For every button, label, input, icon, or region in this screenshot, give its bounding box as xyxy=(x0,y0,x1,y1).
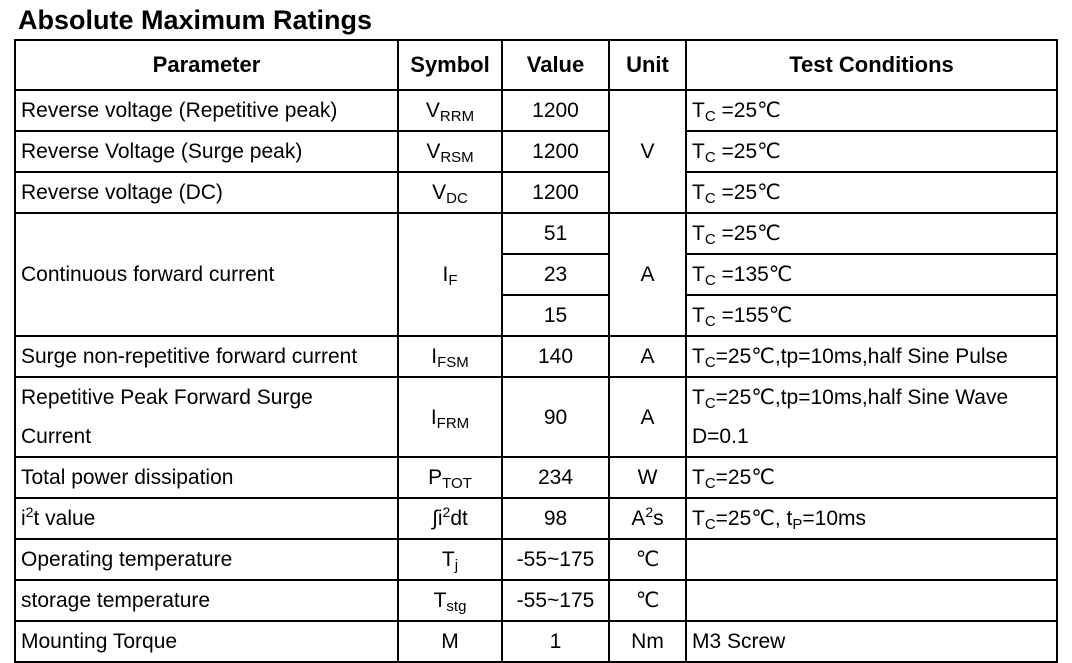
symbol-subscript: RRM xyxy=(439,108,475,125)
value-cell: 1200 xyxy=(502,172,609,213)
condition-cell xyxy=(686,580,1057,621)
condition-cell xyxy=(686,172,1057,213)
table-row xyxy=(15,580,1057,621)
cond-symbol: T xyxy=(692,507,705,530)
param-cell: Operating temperature xyxy=(15,539,398,580)
cond-text: =155℃ xyxy=(715,304,793,327)
cond-text: =25℃ xyxy=(715,140,781,163)
condition-cell xyxy=(686,377,1057,457)
cond-symbol: T xyxy=(692,466,705,489)
unit-pre: A xyxy=(631,507,646,530)
cond-subscript: C xyxy=(704,190,716,207)
table-row xyxy=(15,457,1057,498)
param-superscript: 2 xyxy=(25,504,34,520)
table-row xyxy=(15,90,1057,131)
page-title: Absolute Maximum Ratings xyxy=(18,5,373,35)
symbol-main: I xyxy=(431,345,438,368)
unit-cell: ℃ xyxy=(609,539,686,580)
table-row xyxy=(15,213,1057,254)
symbol-main: V xyxy=(425,99,440,122)
cond-subscript: C xyxy=(704,231,716,248)
param-pre: i xyxy=(21,507,26,530)
param-cell: Surge non-repetitive forward current xyxy=(15,336,398,377)
param-cell: storage temperature xyxy=(15,580,398,621)
cond-symbol: T xyxy=(692,386,705,409)
table-row xyxy=(15,377,1057,457)
symbol-pre: ∫i xyxy=(432,507,443,530)
value-cell: 140 xyxy=(502,336,609,377)
cond-text-end: =10ms xyxy=(802,507,867,530)
cond-text: =25℃ xyxy=(715,181,781,204)
value-cell: 1200 xyxy=(502,90,609,131)
cond-text: =25℃, t xyxy=(715,507,793,530)
table-row xyxy=(15,498,1057,539)
cond-subscript: C xyxy=(704,475,716,492)
condition-cell xyxy=(686,539,1057,580)
symbol-cell xyxy=(398,90,502,131)
value-cell: 234 xyxy=(502,457,609,498)
cond-subscript: C xyxy=(704,395,716,412)
symbol-subscript: stg xyxy=(446,598,467,615)
cond-subscript: C xyxy=(704,354,716,371)
header-unit: Unit xyxy=(609,40,686,90)
condition-cell xyxy=(686,90,1057,131)
param-cell xyxy=(15,498,398,539)
table-row xyxy=(15,539,1057,580)
symbol-cell xyxy=(398,580,502,621)
header-value: Value xyxy=(502,40,609,90)
cond-symbol: T xyxy=(692,140,705,163)
symbol-cell xyxy=(398,498,502,539)
param-cell xyxy=(15,377,398,457)
symbol-main: T xyxy=(441,548,455,571)
symbol-subscript: TOT xyxy=(442,475,472,492)
unit-cell: A xyxy=(609,213,686,336)
symbol-cell xyxy=(398,213,502,336)
condition-cell xyxy=(686,213,1057,254)
symbol-cell xyxy=(398,172,502,213)
condition-cell xyxy=(686,131,1057,172)
symbol-main: T xyxy=(433,589,447,612)
unit-post: s xyxy=(653,507,664,530)
symbol-main: V xyxy=(432,181,447,204)
symbol-cell xyxy=(398,131,502,172)
table-row xyxy=(15,131,1057,172)
value-cell: 15 xyxy=(502,295,609,336)
param-line-1: Repetitive Peak Forward Surge xyxy=(21,386,313,409)
param-line-2: Current xyxy=(21,425,92,448)
symbol-subscript: RSM xyxy=(440,149,474,166)
unit-cell: W xyxy=(609,457,686,498)
symbol-cell: M xyxy=(398,621,502,662)
cond-subscript: C xyxy=(704,108,716,125)
condition-cell xyxy=(686,336,1057,377)
condition-cell xyxy=(686,254,1057,295)
symbol-subscript: FSM xyxy=(437,354,469,371)
symbol-main: V xyxy=(426,140,441,163)
cond-symbol: T xyxy=(692,345,705,368)
value-cell: 98 xyxy=(502,498,609,539)
table-row xyxy=(15,621,1057,662)
condition-cell: M3 Screw xyxy=(686,621,1057,662)
symbol-cell xyxy=(398,336,502,377)
value-cell: 90 xyxy=(502,377,609,457)
table-row xyxy=(15,336,1057,377)
cond-subscript: C xyxy=(704,516,716,533)
cond-line-2: D=0.1 xyxy=(692,425,749,448)
symbol-main: I xyxy=(430,405,437,429)
value-cell: 1200 xyxy=(502,131,609,172)
cond-symbol: T xyxy=(692,181,705,204)
unit-cell: ℃ xyxy=(609,580,686,621)
cond-line-1 xyxy=(692,378,1051,417)
unit-cell xyxy=(609,498,686,539)
cond-text: =25℃ xyxy=(715,222,781,245)
param-cell: Continuous forward current xyxy=(15,213,398,336)
header-parameter: Parameter xyxy=(15,40,398,90)
unit-cell: A xyxy=(609,336,686,377)
symbol-subscript: j xyxy=(454,557,459,574)
header-test-conditions: Test Conditions xyxy=(686,40,1057,90)
cond-symbol: T xyxy=(692,222,705,245)
condition-cell xyxy=(686,498,1057,539)
value-cell: 23 xyxy=(502,254,609,295)
cond-subscript: C xyxy=(704,313,716,330)
symbol-main: I xyxy=(442,263,449,286)
param-cell: Total power dissipation xyxy=(15,457,398,498)
value-cell: -55~175 xyxy=(502,539,609,580)
param-cell: Mounting Torque xyxy=(15,621,398,662)
unit-cell: V xyxy=(609,90,686,213)
param-cell: Reverse voltage (Repetitive peak) xyxy=(15,90,398,131)
cond-subscript-2: P xyxy=(792,516,803,533)
table-row xyxy=(15,172,1057,213)
cond-text: =25℃ xyxy=(715,99,781,122)
cond-symbol: T xyxy=(692,99,705,122)
value-cell: -55~175 xyxy=(502,580,609,621)
symbol-cell xyxy=(398,539,502,580)
symbol-subscript: DC xyxy=(446,190,468,207)
value-cell: 51 xyxy=(502,213,609,254)
symbol-subscript: FRM xyxy=(436,414,470,432)
symbol-subscript: F xyxy=(448,272,458,289)
unit-cell: A xyxy=(609,377,686,457)
symbol-post: dt xyxy=(450,507,468,530)
symbol-superscript: 2 xyxy=(442,504,451,520)
param-cell: Reverse voltage (DC) xyxy=(15,172,398,213)
condition-cell xyxy=(686,457,1057,498)
unit-superscript: 2 xyxy=(645,504,654,520)
cond-subscript: C xyxy=(704,149,716,166)
header-symbol: Symbol xyxy=(398,40,502,90)
cond-subscript: C xyxy=(704,272,716,289)
cond-text: =25℃,tp=10ms,half Sine Wave xyxy=(715,386,1009,409)
condition-cell xyxy=(686,295,1057,336)
cond-text: =135℃ xyxy=(715,263,793,286)
symbol-main: P xyxy=(428,466,443,489)
param-post: t value xyxy=(33,507,96,530)
absolute-maximum-ratings-table xyxy=(14,39,1058,663)
symbol-cell xyxy=(398,377,502,457)
cond-text: =25℃ xyxy=(715,466,775,489)
value-cell: 1 xyxy=(502,621,609,662)
symbol-cell xyxy=(398,457,502,498)
cond-text: =25℃,tp=10ms,half Sine Pulse xyxy=(715,345,1008,368)
cond-symbol: T xyxy=(692,263,705,286)
table-header-row xyxy=(15,40,1057,90)
unit-cell: Nm xyxy=(609,621,686,662)
param-cell: Reverse Voltage (Surge peak) xyxy=(15,131,398,172)
cond-symbol: T xyxy=(692,304,705,327)
